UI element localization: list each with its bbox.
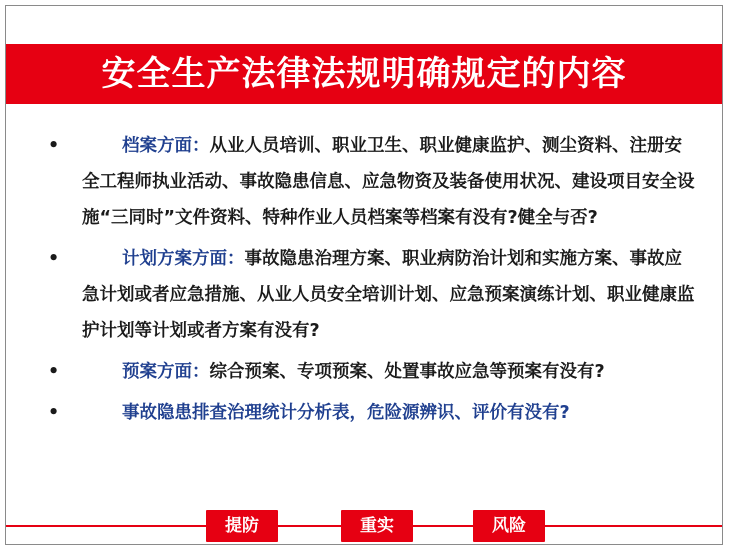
bullet: • [48, 362, 60, 382]
item-text: 从业人员培训、职业卫生、职业健康监护、测尘资料、注册安全工程师执业活动、事故隐患信息、应急物资及装备使用状况、建设项目安全设施“三同时”文件资料、特种作业人员档案等档案有没有?健全与否? [82, 136, 695, 228]
bullet: • [48, 136, 60, 156]
list-item-plans [48, 241, 698, 349]
list-item-statistics [48, 395, 698, 431]
item-text: 事故隐患排查治理统计分析表，危险源辨识、评价有没有? [122, 403, 570, 423]
content-list [48, 128, 698, 436]
item-heading: 预案方面： [122, 362, 210, 382]
footer-tag-prevent: 提防 [206, 510, 278, 542]
item-text: 事故隐患治理方案、职业病防治计划和实施方案、事故应急计划或者应急措施、从业人员安全培训计划、应急预案演练计划、职业健康监护计划等计划或者方案有没有? [82, 249, 695, 341]
slide [5, 5, 723, 545]
list-item-archives [48, 128, 698, 236]
bullet: • [48, 249, 60, 269]
bullet: • [48, 403, 60, 423]
item-text: 综合预案、专项预案、处置事故应急等预案有没有? [209, 362, 605, 382]
footer-tag-risk: 风险 [473, 510, 545, 542]
item-heading: 档案方面： [122, 136, 210, 156]
page-title: 安全生产法律法规明确规定的内容 [101, 54, 627, 94]
footer-tag-emphasis: 重实 [341, 510, 413, 542]
item-heading: 计划方案方面： [122, 249, 245, 269]
list-item-contingency [48, 354, 698, 390]
